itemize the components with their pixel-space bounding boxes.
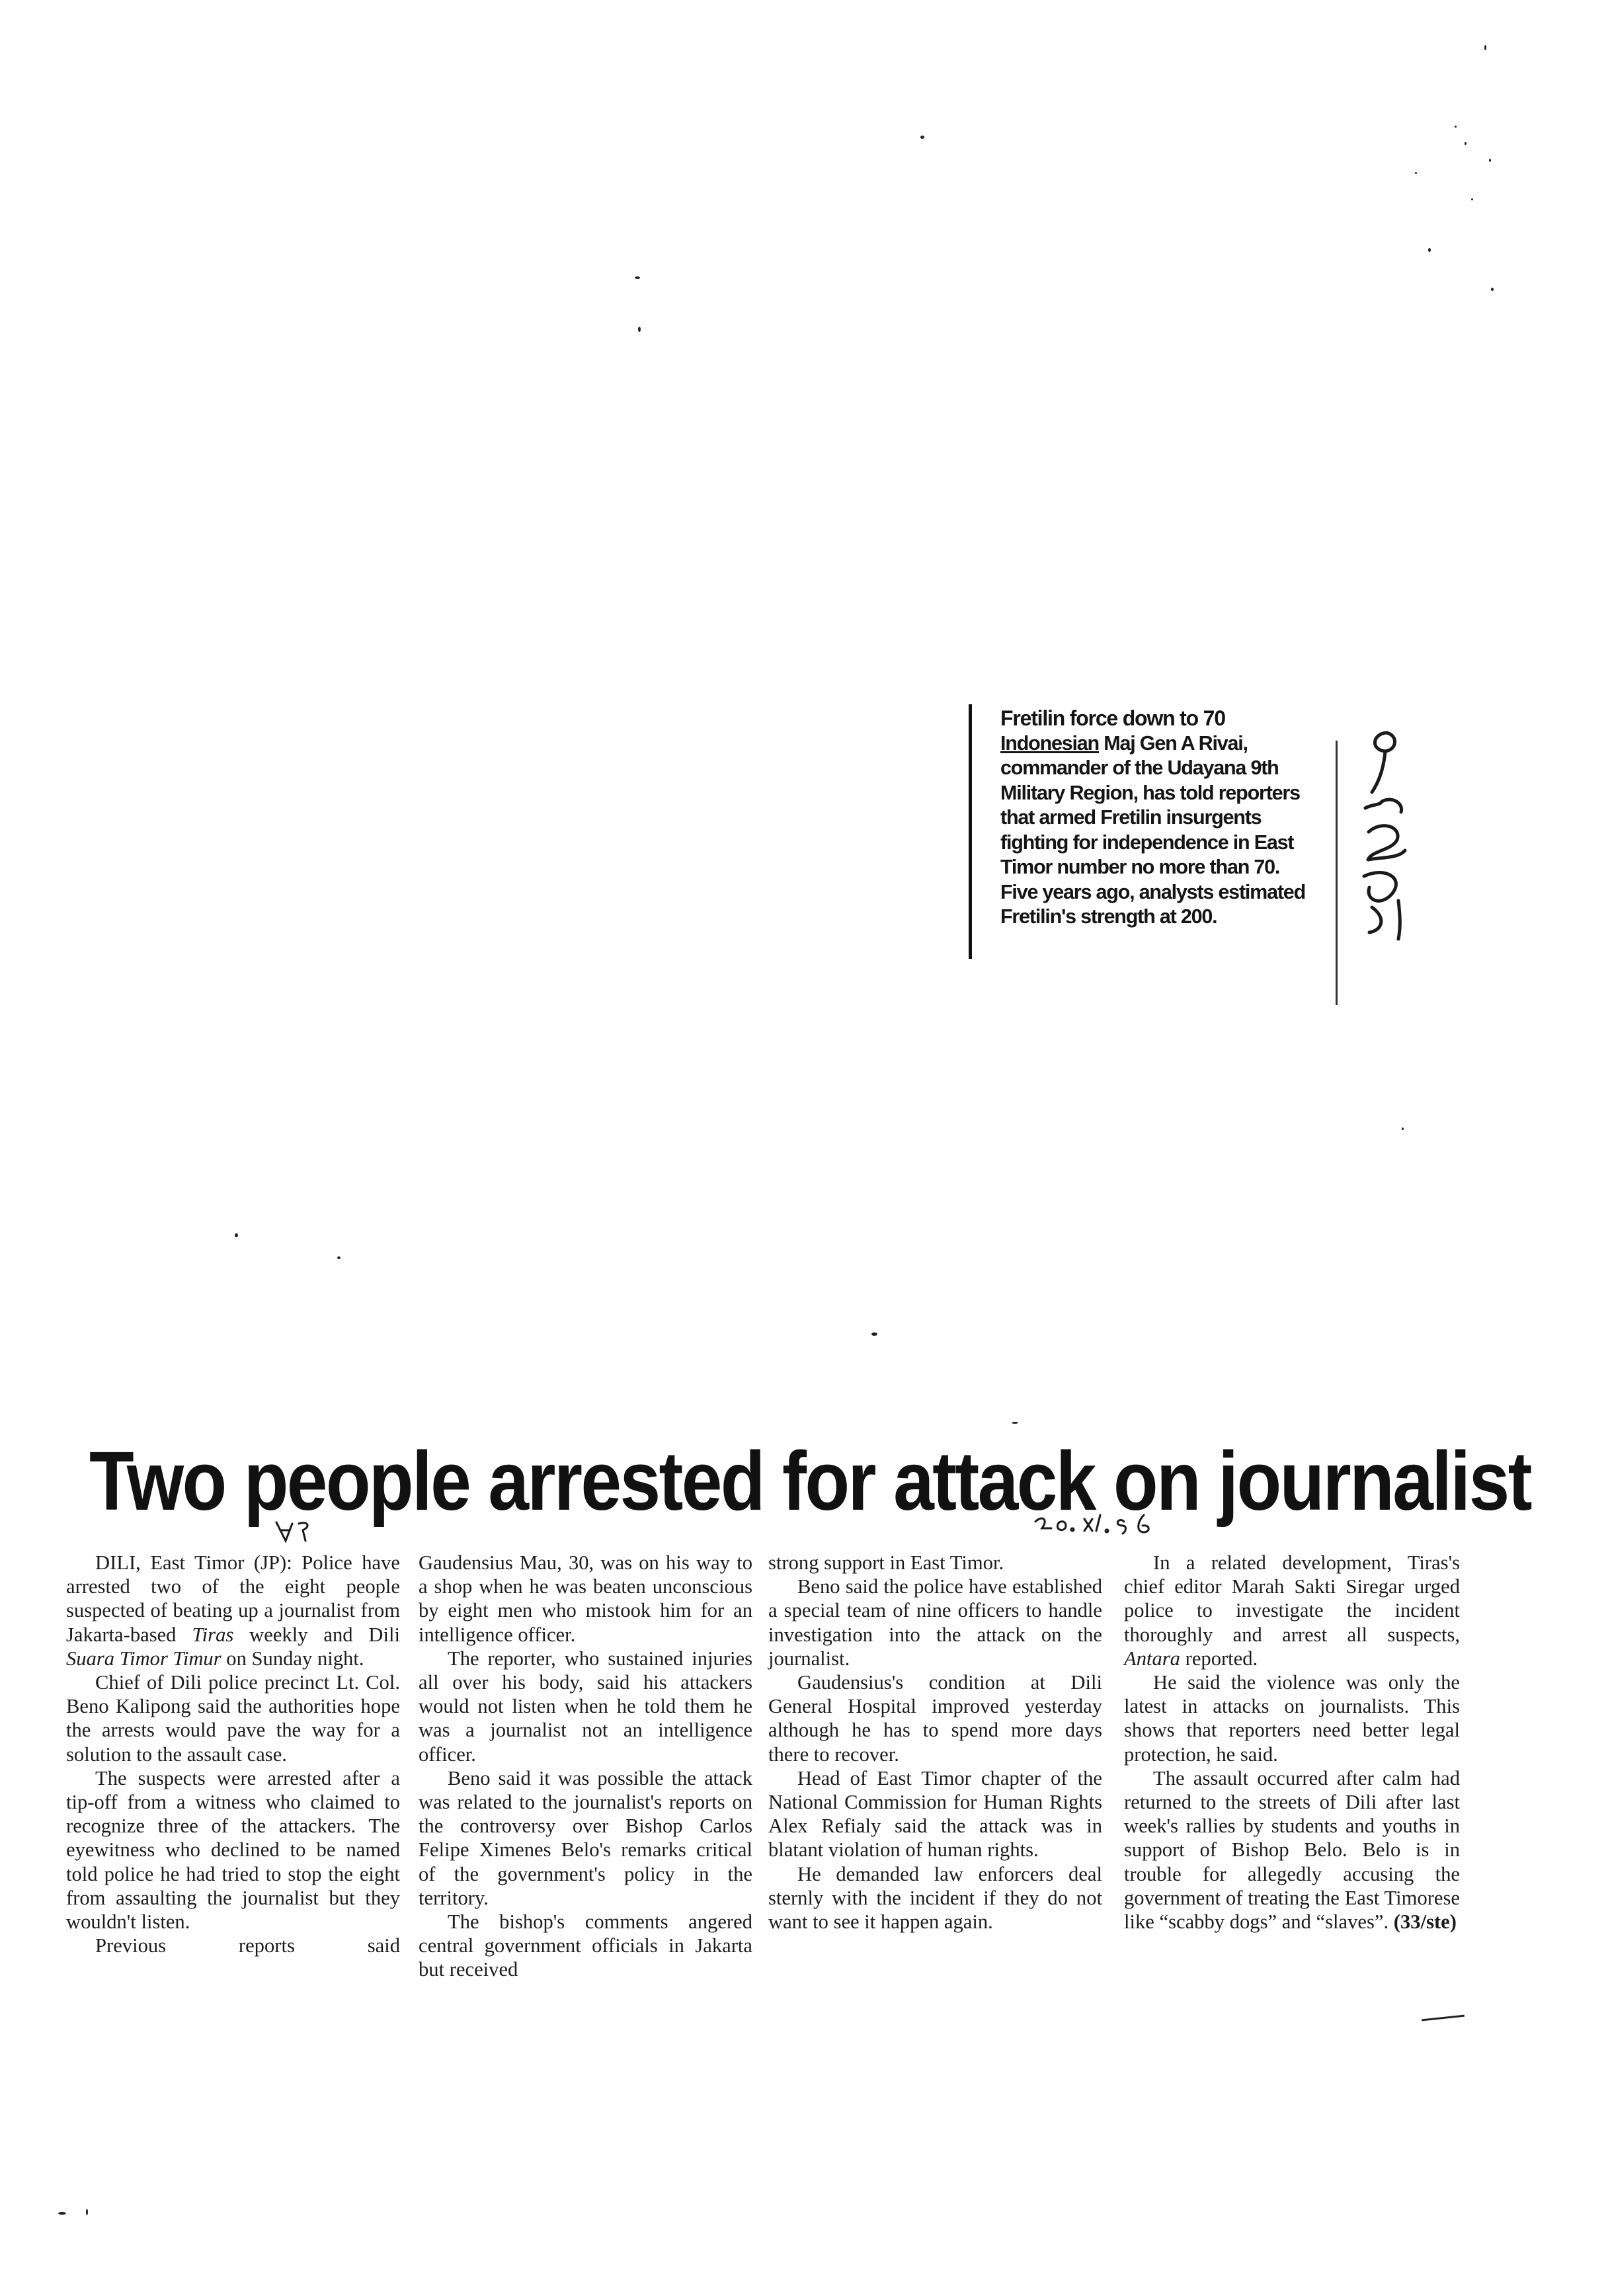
paragraph: [1124, 1766, 1460, 1934]
italic-text: Tiras: [192, 1623, 234, 1646]
handwritten-initials: [271, 1514, 317, 1547]
italic-text: Antara: [1124, 1647, 1180, 1670]
text-run: strong support in East Timor.: [768, 1551, 1004, 1574]
scan-speck: [86, 2209, 88, 2215]
text-run: The assault occurred after calm had returned to the streets of Dili after last week's rallies by students and youths in support of Bishop Belo. Belo is in trouble for allegedly accusing the government of treating the East Timorese like “scabby dogs” and “slaves”.: [1124, 1766, 1460, 1934]
paragraph: [419, 1551, 752, 1647]
paragraph: [768, 1862, 1102, 1934]
paragraph: [768, 1670, 1102, 1766]
paragraph: [66, 1934, 400, 1957]
article-column-4: [1124, 1551, 1460, 1934]
scan-speck: [1465, 142, 1467, 145]
text-run: Gaudensius Mau, 30, was on his way to a shop when he was beaten unconscious by eight men who mistook him for an intelligence officer.: [419, 1551, 752, 1646]
text-run: He demanded law enforcers deal sternly with the incident if they do not want to see it happen again.: [768, 1862, 1102, 1934]
scan-speck: [1471, 198, 1473, 200]
text-run: Previous reports said: [95, 1934, 400, 1957]
article-column-2: [419, 1551, 752, 1982]
paragraph: [66, 1670, 400, 1766]
scan-speck: [1012, 1422, 1018, 1424]
scan-speck: [871, 1332, 877, 1336]
paragraph: [419, 1910, 752, 1982]
scan-speck: [1402, 1128, 1404, 1130]
scan-speck: [1415, 172, 1417, 174]
text-run: weekly and Dili: [233, 1623, 400, 1646]
brief-body: Maj Gen A Rivai, commander of the Udayana 9th Military Region, has told reporters that armed Fretilin insurgents fighting for independence in East Timor number no more than 70. Five years ago, analysts estimated Fretilin's strength at 200.: [1000, 731, 1306, 928]
article-column-3: [768, 1551, 1102, 1934]
text-run: The reporter, who sustained injuries all over his body, said his attackers would not listen when he told them he was a journalist not an intelligence officer.: [419, 1647, 752, 1766]
text-run: Head of East Timor chapter of the National Commission for Human Rights Alex Refialy said the attack was in blatant violation of human rights.: [768, 1766, 1102, 1862]
paragraph: [419, 1647, 752, 1766]
scan-speck: [1455, 126, 1457, 128]
text-run: Gaudensius's condition at Dili General Hospital improved yesterday although he has to spend more days there to recover.: [768, 1671, 1102, 1766]
text-run: In a related development, Tiras's chief editor Marah Sakti Siregar urged police to investigate the incident thoroughly and arrest all suspects,: [1124, 1551, 1460, 1646]
brief-text: [1000, 706, 1311, 930]
handwritten-date-mark: [1346, 721, 1418, 946]
text-run: DILI, East Timor (JP): Police have arrested two of the eight people suspected of beating up a journalist from Jakarta-based: [66, 1551, 400, 1646]
scan-speck: [58, 2212, 66, 2215]
paragraph: [1124, 1551, 1460, 1670]
handwritten-date: [1031, 1511, 1203, 1541]
news-brief-box: [969, 701, 1339, 965]
text-run: The bishop's comments angered central government officials in Jakarta but received: [419, 1910, 752, 1981]
scan-speck: [1428, 248, 1431, 252]
dateline-code: (33/ste): [1393, 1910, 1457, 1934]
scan-speck: [638, 327, 641, 332]
scan-speck: [235, 1233, 238, 1237]
brief-right-rule: [1336, 741, 1338, 1005]
scan-speck: [635, 276, 640, 279]
paragraph: [768, 1551, 1102, 1575]
italic-text: Suara Timor Timur: [66, 1647, 221, 1670]
text-run: Beno said it was possible the attack was related to the journalist's reports on the controversy over Bishop Carlos Felipe Ximenes Belo's remarks critical of the government's policy in the territory.: [419, 1766, 752, 1909]
article-column-1: [66, 1551, 400, 1957]
scan-speck: [1491, 288, 1494, 291]
brief-lead-word: Indonesian: [1000, 731, 1099, 755]
text-run: He said the violence was only the latest in attacks on journalists. This shows that reporters need better legal protection, he said.: [1124, 1671, 1460, 1766]
paragraph: [419, 1766, 752, 1910]
text-run: on Sunday night.: [221, 1647, 364, 1670]
signoff-rule: [1422, 2015, 1465, 2022]
brief-headline: Fretilin force down to 70: [1000, 706, 1225, 730]
paragraph: [768, 1575, 1102, 1670]
brief-left-rule: [969, 704, 972, 959]
scan-speck: [337, 1256, 341, 1259]
text-run: Chief of Dili police precinct Lt. Col. Beno Kalipong said the authorities hope the arrests would pave the way for a solution to the assault case.: [66, 1671, 400, 1766]
text-run: reported.: [1180, 1647, 1258, 1670]
text-run: Beno said the police have established a special team of nine officers to handle investigation into the attack on the journalist.: [768, 1575, 1102, 1670]
scan-speck: [1489, 159, 1491, 162]
paragraph: [66, 1551, 400, 1670]
paragraph: [768, 1766, 1102, 1862]
scan-speck: [1484, 45, 1486, 50]
text-run: The suspects were arrested after a tip-off from a witness who claimed to recognize three of the attackers. The eyewitness who declined to be named told police he had tried to stop the eight from assaulting the journalist but they wouldn't listen.: [66, 1766, 400, 1934]
paragraph: [1124, 1670, 1460, 1766]
paragraph: [66, 1766, 400, 1934]
article-headline: Two people arrested for attack on journalist: [89, 1434, 1531, 1528]
scan-speck: [920, 136, 924, 139]
